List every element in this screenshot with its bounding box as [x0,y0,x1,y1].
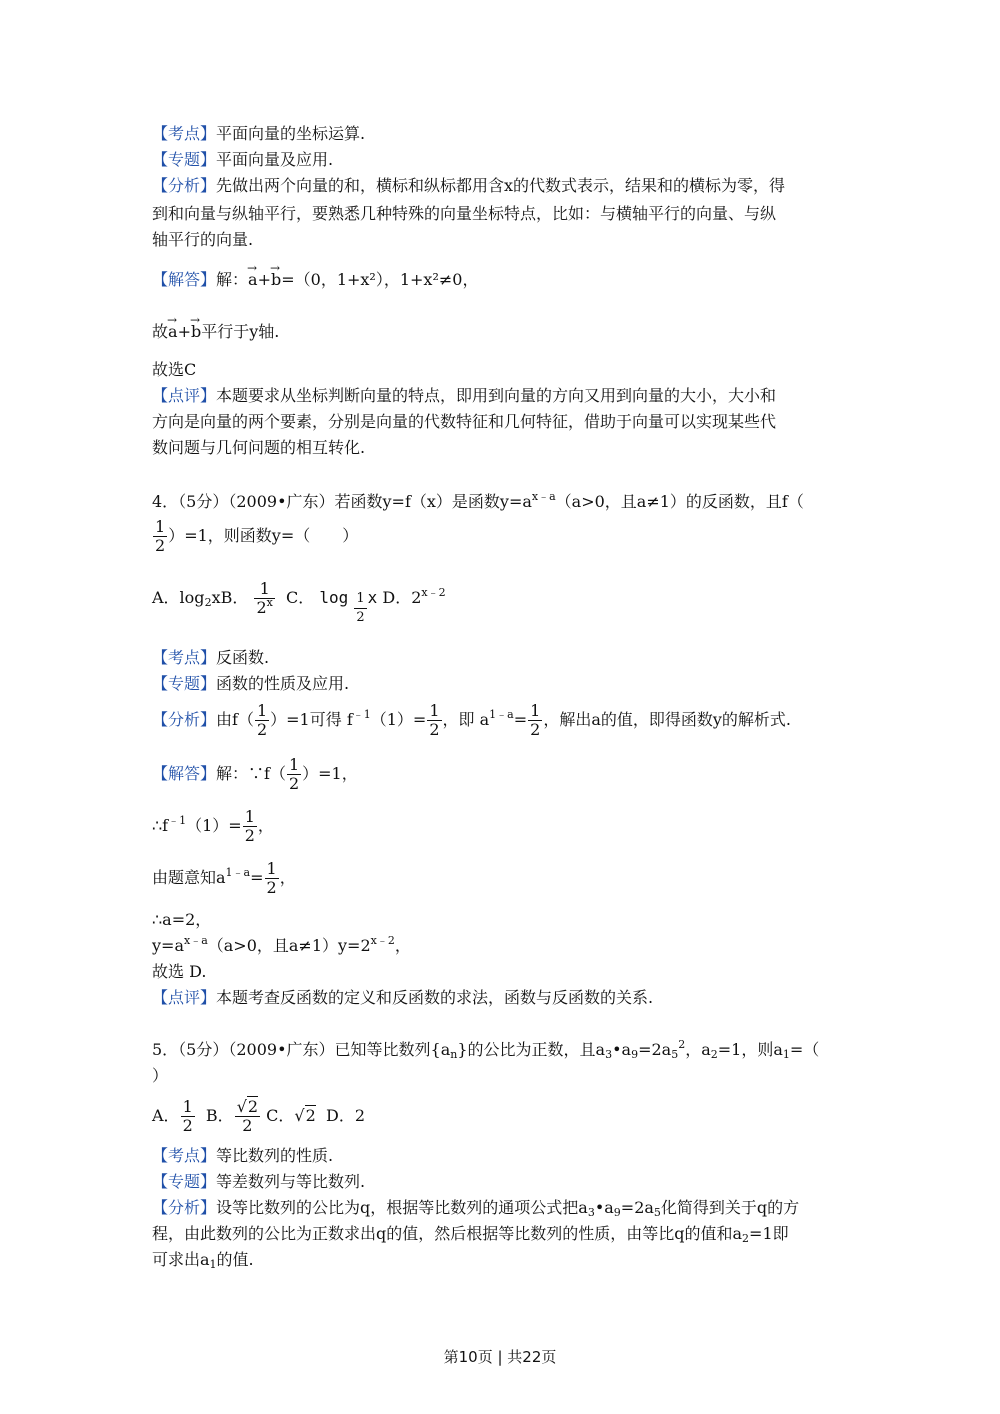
q4-jieda-line [152,754,358,794]
tag-zhuanti: 【专题】 [152,674,217,693]
q5-sub-2: 2 [742,1232,750,1245]
q4-jie-a: 解：∵f（ [216,764,286,783]
fraction-one-half [287,756,301,793]
q5-stem-c: =2a [638,1040,672,1059]
p3-zhuanti-text: 平面向量及应用. [216,150,334,169]
frac-den: 2 [244,826,255,845]
q5-sub-n: n [450,1048,458,1061]
q5-zhuanti-text: 等差数列与等比数列. [216,1172,366,1191]
p3-jieda-line [152,268,478,292]
frac-num: 1 [266,859,277,878]
q4-option-c-base-fraction [354,590,366,627]
vector-b-2: → b [191,320,201,344]
q5-option-d: D．2 [325,1106,365,1125]
q5-sub-1: 1 [782,1048,790,1061]
q5-fx1-b: •a [594,1198,614,1217]
p3-answer: 故选C [152,360,197,379]
q4-kaodian-line [152,646,269,670]
vector-a: → a [248,268,258,292]
q4-option-d-base: 2 [411,588,422,607]
q5-fx1-a: 设等比数列的公比为q，根据等比数列的通项公式把a [216,1198,588,1217]
frac-den: 2 [266,878,277,897]
q5-option-c: C． [266,1106,295,1125]
tag-jieda: 【解答】 [152,764,217,783]
q4-s4-exp1: x﹣a [183,934,208,947]
tag-jieda: 【解答】 [152,270,217,289]
q4-stem-line2 [152,516,358,556]
q5-sub-3: 3 [587,1206,595,1219]
frac-den: 2 [356,610,365,625]
tag-dianping: 【点评】 [152,386,217,405]
q4-option-c-x: x [367,588,378,607]
q4-dianping-text: 本题考查反函数的定义和反函数的求法，函数与反函数的关系. [216,988,654,1007]
q4-kaodian-text: 反函数. [216,648,270,667]
frac-num: 1 [155,517,166,536]
q5-sub-9: 9 [613,1206,621,1219]
q5-dot: •a [612,1040,632,1059]
q4-s2-c: ， [279,868,296,887]
tag-fenxi: 【分析】 [152,1198,217,1217]
frac-den: 2 [288,774,300,793]
q5-fenxi-line1 [152,1196,799,1220]
vector-b: → b [271,268,281,292]
plus-sign-2: + [177,322,191,341]
q4-s4-b: （a>0，且a≠1）y=2 [207,936,371,955]
q5-stem-line2: ） [152,1066,169,1085]
frac-num: 1 [256,701,268,720]
p3-dianping-line3: 数问题与几何问题的相互转化. [152,438,366,457]
tag-fenxi: 【分析】 [152,176,217,195]
tag-dianping: 【点评】 [152,988,217,1007]
q4-fx-d: ，即 a [442,710,490,729]
q4-s1-c: ， [257,816,274,835]
sqrt-radicand: 2 [247,1097,259,1116]
q4-step4 [152,934,411,958]
q5-kaodian-line [152,1144,333,1168]
tag-zhuanti: 【专题】 [152,150,217,169]
plus-sign: + [257,270,271,289]
frac-num: 1 [244,807,255,826]
p3-dianping-line1 [152,384,776,408]
frac-den-base: 2 [256,598,267,617]
q4-zhuanti-text: 函数的性质及应用. [216,674,350,693]
q5-fx3-a: 可求出a [152,1250,210,1269]
q4-stem-a: 4．（5分）（2009•广东）若函数y=f（x）是函数y=a [152,492,532,511]
q5-option-a: A． [152,1106,180,1125]
q4-fx-a: 由f（ [216,710,254,729]
q5-option-a-fraction [181,1098,195,1135]
q4-option-c-log: log [319,588,349,607]
p3-fenxi-line2: 到和向量与纵轴平行，要熟悉几种特殊的向量坐标特点，比如：与横轴平行的向量、与纵 [152,204,777,223]
q5-stem-b: }的公比为正数，且a [457,1040,606,1059]
frac-num: 1 [530,701,541,720]
p3-fenxi-line3: 轴平行的向量. [152,230,254,249]
q4-stem-b: （a>0，且a≠1）的反函数，且f（ [555,492,804,511]
p3-dianping-text1: 本题要求从坐标判断向量的特点，即用到向量的方向又用到向量的大小，大小和 [216,386,777,405]
p3-fenxi-text1: 先做出两个向量的和，横标和纵标都用含x的代数式表示，结果和的横标为零，得 [216,176,786,195]
tag-zhuanti: 【专题】 [152,1172,217,1191]
q4-options-line [152,578,446,627]
q4-option-d-label: D． [382,588,412,607]
q5-sub-9: 9 [631,1048,639,1061]
fraction-one-half [255,702,269,739]
q4-s2-exp: 1﹣a [225,866,251,879]
q4-option-c-label: C． [286,588,315,607]
q4-option-a: A．log [152,588,205,607]
p3-zhuanti-line [152,148,333,172]
q4-fx-b: ）=1可得 f [270,710,353,729]
p3-jieda-pre: 解： [216,270,249,289]
q4-fx-exp1: ﹣1 [352,708,371,721]
q5-fx1-d: 化简得到关于q的方 [660,1198,800,1217]
p3-dianping-line2: 方向是向量的两个要素，分别是向量的代数特征和几何特征，借助于向量可以实现某些代 [152,412,777,431]
q5-stem-a: 5．（5分）（2009•广东）已知等比数列{a [152,1040,451,1059]
p3-gu-pre: 故 [152,322,169,341]
q5-option-b-fraction [235,1098,260,1135]
q5-fenxi-line2 [152,1222,789,1246]
q4-option-a-x: xB． [211,588,249,607]
q4-s2-a: 由题意知a [152,868,226,887]
q4-fx-e: = [513,710,528,729]
frac-num [235,1098,260,1117]
sqrt-sign: √ [294,1106,305,1125]
frac-num: 1 [254,580,274,599]
frac-den [254,596,274,617]
p3-gu-post: 平行于y轴. [201,322,280,341]
frac-den: 2 [256,720,268,739]
q5-sub-3: 3 [605,1048,613,1061]
q4-stem-line1 [152,490,804,514]
q5-fx1-c: =2a [620,1198,654,1217]
fraction-one-half [153,518,167,555]
q4-stem-c: ）=1，则函数y=（ ） [168,526,359,545]
vector-a-2: → a [168,320,178,344]
p3-fenxi-line1 [152,174,785,198]
fraction-one-half [528,702,542,739]
q5-fenxi-line3 [152,1248,254,1272]
q5-sub-5: 5 [671,1048,679,1061]
p3-kaodian-text: 平面向量的坐标运算. [216,124,366,143]
q4-option-a-sub: 2 [204,596,212,609]
p3-kaodian-line [152,122,365,146]
q5-fx3-b: 的值. [216,1250,254,1269]
q4-s1-b: （1）= [186,816,242,835]
q4-s4-a: y=a [152,936,184,955]
q4-fx-f: ，解出a的值，即得函数y的解析式. [543,710,791,729]
q4-option-d-exp: x﹣2 [421,586,446,599]
tag-kaodian: 【考点】 [152,1146,217,1165]
q4-jie-b: ）=1， [302,764,358,783]
q4-answer: 故选 D. [152,962,207,981]
q5-stem-line1 [152,1038,819,1062]
page-footer: 第10页 | 共22页 [443,1348,557,1366]
q4-step2 [152,858,296,898]
frac-den: 2 [242,1116,253,1135]
q4-step3: ∴a=2， [152,910,212,929]
q5-sub-2: 2 [710,1048,718,1061]
tag-kaodian: 【考点】 [152,124,217,143]
q4-s1-a: ∴f [152,816,169,835]
frac-num: 1 [182,1097,193,1116]
q5-option-b: B． [205,1106,234,1125]
q4-zhuanti-line [152,672,349,696]
frac-num: 1 [288,755,300,774]
fraction-one-half [243,808,257,845]
q5-fx2-a: 程，由此数列的公比为正数求出q的值，然后根据等比数列的性质，由等比q的值和a [152,1224,743,1243]
q4-fx-exp2: 1﹣a [489,708,514,721]
q5-sub-5: 5 [653,1206,661,1219]
q5-kaodian-text: 等比数列的性质. [216,1146,334,1165]
fraction-one-half [427,702,441,739]
q4-s1-exp: ﹣1 [168,814,187,827]
frac-den: 2 [155,536,166,555]
q5-fx2-b: =1即 [749,1224,789,1243]
q4-stem-exp: x﹣a [531,490,556,503]
q5-zhuanti-line [152,1170,365,1194]
q5-sup-2: 2 [678,1038,686,1051]
q5-stem-e: =1，则a [717,1040,783,1059]
tag-kaodian: 【考点】 [152,648,217,667]
q5-stem-f: =（ [789,1040,820,1059]
q5-options-line [152,1096,365,1136]
p3-jieda-rest: =（0，1+x²），1+x²≠0， [281,270,479,289]
frac-den: 2 [429,720,440,739]
q4-option-b-fraction [254,580,274,617]
q4-s4-exp2: x﹣2 [370,934,395,947]
frac-den: 2 [530,720,541,739]
p3-conclusion-line [152,320,279,344]
sqrt-sign: √ [236,1097,247,1116]
q4-dianping-line [152,986,653,1010]
q4-fx-c: （1）= [370,710,427,729]
q5-sub-1: 1 [209,1258,217,1271]
sqrt-radicand: 2 [305,1106,316,1125]
q5-stem-d: ，a [685,1040,711,1059]
frac-den-exp: x [266,596,273,609]
q4-s2-b: = [250,868,264,887]
frac-num: 1 [429,701,440,720]
q4-s4-c: ， [394,936,411,955]
q4-step1 [152,806,274,846]
fraction-one-half [265,860,279,897]
frac-den: 2 [182,1116,193,1135]
q4-fenxi-line [152,700,791,740]
tag-fenxi: 【分析】 [152,710,217,729]
frac-num: 1 [354,590,366,609]
